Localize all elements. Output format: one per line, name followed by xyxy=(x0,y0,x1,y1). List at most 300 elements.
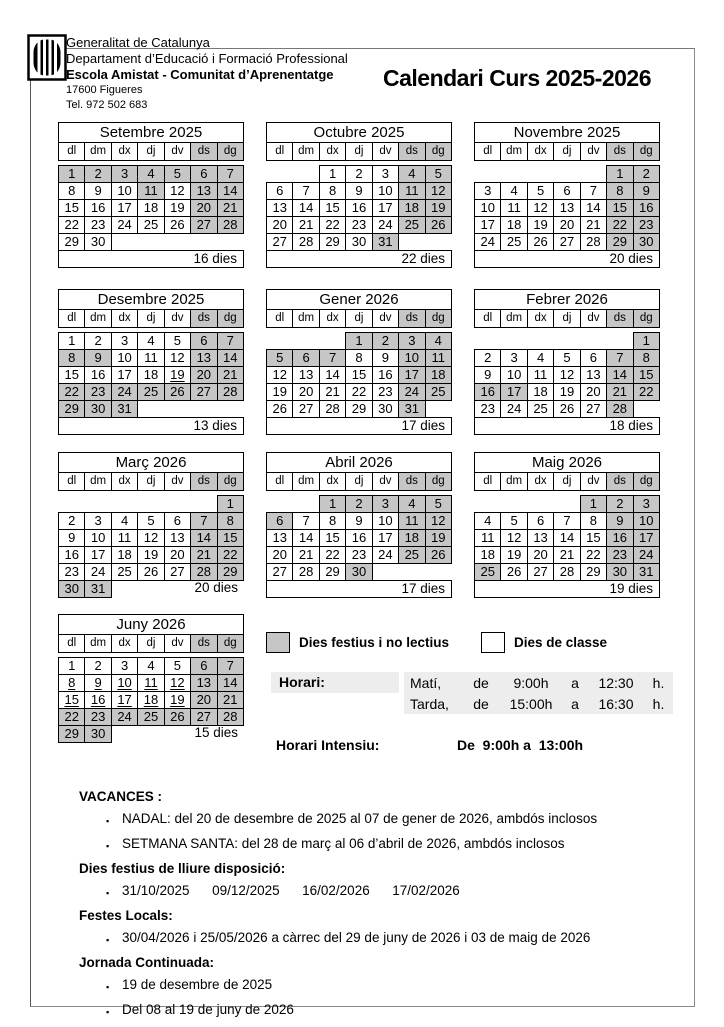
note-item-text: 19 de desembre de 2025 xyxy=(122,977,273,992)
day-cell: 2 xyxy=(606,495,633,513)
day-cell-empty xyxy=(266,495,293,513)
day-cell: 18 xyxy=(137,691,164,709)
bullet-icon: ▪ xyxy=(106,816,110,826)
day-cell: 21 xyxy=(319,383,346,401)
weekday-header: dx xyxy=(319,472,346,491)
day-cell-empty xyxy=(527,332,554,350)
week-row xyxy=(474,199,660,217)
day-cell: 23 xyxy=(633,216,660,234)
day-cell: 27 xyxy=(266,563,293,581)
weekday-header: dg xyxy=(425,309,452,328)
bullet-icon: ▪ xyxy=(106,982,110,992)
day-cell: 12 xyxy=(164,182,191,200)
note-heading: VACANCES : xyxy=(79,789,163,804)
day-cell: 28 xyxy=(217,383,244,401)
schedule-row xyxy=(404,693,673,714)
weekday-header: dm xyxy=(292,142,319,161)
day-cell: 20 xyxy=(553,216,580,234)
weekday-header-row xyxy=(58,634,244,653)
day-cell: 19 xyxy=(266,383,293,401)
week-row xyxy=(266,366,452,384)
day-cell: 29 xyxy=(58,400,85,418)
day-cell: 7 xyxy=(606,349,633,367)
weekday-header: dj xyxy=(553,472,580,491)
weekday-header: dx xyxy=(527,142,554,161)
day-cell: 17 xyxy=(500,383,527,401)
schedule-cell: Tarda, xyxy=(410,695,449,712)
weekday-header-row xyxy=(266,472,452,491)
day-cell-empty xyxy=(500,165,527,183)
weekday-header: dm xyxy=(84,472,111,491)
day-cell: 15 xyxy=(319,199,346,217)
day-cell: 7 xyxy=(553,512,580,530)
day-cell: 10 xyxy=(111,674,138,692)
day-cell: 1 xyxy=(217,495,244,513)
note-item-text: 30/04/2026 i 25/05/2026 a càrrec del 29 de juny de 2026 i 03 de maig de 2026 xyxy=(122,930,591,945)
weekday-header: dg xyxy=(425,142,452,161)
week-row xyxy=(58,366,244,384)
weekday-header: dl xyxy=(58,472,85,491)
note-item xyxy=(79,811,679,829)
day-cell: 7 xyxy=(217,165,244,183)
day-cell: 10 xyxy=(84,529,111,547)
weekday-header: dj xyxy=(345,142,372,161)
day-cell: 3 xyxy=(500,349,527,367)
day-cell: 19 xyxy=(137,546,164,564)
day-cell: 25 xyxy=(474,563,501,581)
day-cell: 31 xyxy=(84,580,111,598)
day-cell: 25 xyxy=(398,216,425,234)
day-cell-empty xyxy=(217,400,244,418)
week-row xyxy=(58,233,244,251)
day-cell: 30 xyxy=(84,233,111,251)
day-cell: 9 xyxy=(474,366,501,384)
weekday-header: ds xyxy=(190,472,217,491)
week-row xyxy=(266,400,452,418)
day-cell-empty xyxy=(474,165,501,183)
day-cell-empty xyxy=(58,495,85,513)
day-cell: 3 xyxy=(111,657,138,675)
day-cell: 14 xyxy=(190,529,217,547)
month-calendar xyxy=(266,289,452,435)
day-cell: 22 xyxy=(319,546,346,564)
day-cell: 5 xyxy=(425,165,452,183)
weekday-header: ds xyxy=(606,472,633,491)
day-cell: 18 xyxy=(500,216,527,234)
day-cell: 27 xyxy=(553,233,580,251)
week-row xyxy=(58,580,244,598)
note-item xyxy=(79,836,679,854)
day-cell: 29 xyxy=(319,233,346,251)
day-cell: 14 xyxy=(319,366,346,384)
day-cell: 29 xyxy=(217,563,244,581)
day-cell: 27 xyxy=(190,383,217,401)
day-cell-empty xyxy=(190,400,217,418)
month-title: Maig 2026 xyxy=(474,452,660,473)
month-title: Desembre 2025 xyxy=(58,289,244,310)
day-cell: 29 xyxy=(606,233,633,251)
day-cell: 3 xyxy=(474,182,501,200)
day-cell: 1 xyxy=(580,495,607,513)
week-row xyxy=(266,199,452,217)
day-cell: 9 xyxy=(84,349,111,367)
day-cell: 19 xyxy=(164,366,191,384)
day-cell: 9 xyxy=(84,182,111,200)
day-cell: 18 xyxy=(137,199,164,217)
week-row xyxy=(266,233,452,251)
school-postal: 17600 Figueres xyxy=(66,84,143,96)
day-cell: 23 xyxy=(372,383,399,401)
day-cell: 17 xyxy=(84,546,111,564)
day-cell: 29 xyxy=(580,563,607,581)
day-cell: 17 xyxy=(111,199,138,217)
day-cell: 13 xyxy=(190,674,217,692)
schedule-cell: 9:00h xyxy=(513,674,549,691)
day-cell: 12 xyxy=(425,512,452,530)
month-title: Octubre 2025 xyxy=(266,122,452,143)
note-item xyxy=(79,977,679,995)
note-heading: Festes Locals: xyxy=(79,908,173,923)
weekday-header: dl xyxy=(58,634,85,653)
day-cell: 17 xyxy=(474,216,501,234)
day-cell-empty xyxy=(137,233,164,251)
dies-count: 17 dies xyxy=(266,417,452,435)
day-cell: 20 xyxy=(266,546,293,564)
day-cell: 15 xyxy=(217,529,244,547)
day-cell: 17 xyxy=(372,529,399,547)
day-cell: 20 xyxy=(292,383,319,401)
day-cell: 23 xyxy=(474,400,501,418)
day-cell: 6 xyxy=(190,657,217,675)
weekday-header: ds xyxy=(190,309,217,328)
month-calendar xyxy=(266,452,452,598)
weekday-header: dl xyxy=(474,309,501,328)
day-cell: 27 xyxy=(292,400,319,418)
day-cell: 17 xyxy=(398,366,425,384)
bullet-icon: ▪ xyxy=(106,935,110,945)
dies-row xyxy=(266,417,452,435)
day-cell: 11 xyxy=(500,199,527,217)
month-calendar xyxy=(474,122,660,268)
day-cell-empty xyxy=(527,495,554,513)
week-row xyxy=(58,512,244,530)
week-row xyxy=(266,495,452,513)
day-cell: 11 xyxy=(137,349,164,367)
day-cell: 30 xyxy=(345,233,372,251)
day-cell: 20 xyxy=(190,366,217,384)
weekday-header: dv xyxy=(164,472,191,491)
weekday-header: dx xyxy=(527,309,554,328)
weekday-header: dg xyxy=(633,309,660,328)
weekday-header: ds xyxy=(398,472,425,491)
day-cell: 5 xyxy=(137,512,164,530)
day-cell: 10 xyxy=(398,349,425,367)
month-calendar xyxy=(474,289,660,435)
day-cell: 2 xyxy=(372,332,399,350)
note-heading: Dies festius de lliure disposició: xyxy=(79,861,286,876)
note-item-text: 31/10/2025 09/12/2025 16/02/2026 17/02/2026 xyxy=(122,883,460,898)
day-cell: 20 xyxy=(580,383,607,401)
dies-row xyxy=(266,250,452,268)
day-cell: 28 xyxy=(292,233,319,251)
week-row xyxy=(266,182,452,200)
day-cell: 9 xyxy=(372,349,399,367)
day-cell: 22 xyxy=(345,383,372,401)
day-cell: 12 xyxy=(553,366,580,384)
weekday-header: dg xyxy=(217,142,244,161)
day-cell: 2 xyxy=(84,332,111,350)
dies-row xyxy=(474,250,660,268)
day-cell: 8 xyxy=(345,349,372,367)
day-cell: 24 xyxy=(372,546,399,564)
weekday-header: dl xyxy=(58,142,85,161)
week-row xyxy=(58,383,244,401)
day-cell: 21 xyxy=(217,199,244,217)
weekday-header: dx xyxy=(319,142,346,161)
day-cell: 30 xyxy=(372,400,399,418)
weekday-header: dv xyxy=(372,309,399,328)
day-cell: 3 xyxy=(372,495,399,513)
schedule-cell: a xyxy=(571,674,579,691)
week-row xyxy=(474,216,660,234)
schedule-cell: 12:30 xyxy=(598,674,634,691)
generalitat-logo-icon xyxy=(27,34,67,86)
day-cell: 31 xyxy=(372,233,399,251)
weekday-header: dm xyxy=(292,309,319,328)
weekday-header: dj xyxy=(553,142,580,161)
day-cell: 25 xyxy=(111,563,138,581)
day-cell: 16 xyxy=(345,529,372,547)
organization-block xyxy=(66,35,348,113)
week-row xyxy=(266,546,452,564)
bullet-icon: ▪ xyxy=(106,888,110,898)
page-title: Calendari Curs 2025-2026 xyxy=(383,65,651,91)
day-cell: 5 xyxy=(266,349,293,367)
weekday-header: dg xyxy=(425,472,452,491)
day-cell: 9 xyxy=(58,529,85,547)
day-cell: 27 xyxy=(527,563,554,581)
day-cell: 16 xyxy=(606,529,633,547)
week-row xyxy=(474,495,660,513)
note-item-text: SETMANA SANTA: del 28 de març al 06 d’abril de 2026, ambdós inclosos xyxy=(122,836,565,851)
day-cell: 11 xyxy=(425,349,452,367)
week-row xyxy=(58,725,244,743)
day-cell: 14 xyxy=(292,199,319,217)
weekday-header: dj xyxy=(345,472,372,491)
day-cell: 4 xyxy=(398,495,425,513)
weekday-header: ds xyxy=(606,142,633,161)
day-cell: 29 xyxy=(345,400,372,418)
week-row xyxy=(474,546,660,564)
weekday-header: dv xyxy=(164,634,191,653)
week-row xyxy=(266,216,452,234)
day-cell: 22 xyxy=(580,546,607,564)
week-row xyxy=(266,349,452,367)
week-row xyxy=(58,332,244,350)
weekday-header: ds xyxy=(190,634,217,653)
day-cell: 30 xyxy=(345,563,372,581)
note-item xyxy=(79,930,679,948)
week-row xyxy=(266,512,452,530)
day-cell: 18 xyxy=(137,366,164,384)
weekday-header: dg xyxy=(217,472,244,491)
week-row xyxy=(474,563,660,581)
intensive-schedule-label: Horari Intensiu: xyxy=(276,737,380,753)
school-phone: Tel. 972 502 683 xyxy=(66,99,148,111)
day-cell-empty xyxy=(580,165,607,183)
weekday-header: dg xyxy=(217,309,244,328)
week-row xyxy=(58,674,244,692)
day-cell: 4 xyxy=(137,165,164,183)
month-calendar xyxy=(58,452,244,598)
month-calendar xyxy=(58,122,244,268)
day-cell: 11 xyxy=(474,529,501,547)
note-item xyxy=(79,883,679,901)
day-cell: 2 xyxy=(345,165,372,183)
day-cell: 24 xyxy=(84,563,111,581)
day-cell: 14 xyxy=(217,349,244,367)
day-cell: 6 xyxy=(553,182,580,200)
day-cell: 18 xyxy=(425,366,452,384)
dies-count: 19 dies xyxy=(474,580,660,598)
weekday-header-row xyxy=(474,142,660,161)
day-cell: 7 xyxy=(292,182,319,200)
day-cell: 12 xyxy=(164,674,191,692)
day-cell: 18 xyxy=(398,199,425,217)
day-cell-empty xyxy=(217,233,244,251)
day-cell: 15 xyxy=(58,691,85,709)
day-cell: 21 xyxy=(190,546,217,564)
day-cell: 12 xyxy=(266,366,293,384)
schedule-cell: h. xyxy=(652,695,665,712)
schedule-row xyxy=(404,672,673,693)
day-cell-empty xyxy=(474,332,501,350)
weekday-header: dj xyxy=(137,309,164,328)
day-cell: 19 xyxy=(164,199,191,217)
dies-count: 20 dies xyxy=(474,250,660,268)
weekday-header: dl xyxy=(474,472,501,491)
week-row xyxy=(58,165,244,183)
day-cell: 26 xyxy=(137,563,164,581)
day-cell: 8 xyxy=(580,512,607,530)
day-cell-empty xyxy=(553,495,580,513)
day-cell-empty xyxy=(164,495,191,513)
day-cell: 27 xyxy=(190,708,217,726)
day-cell: 3 xyxy=(372,165,399,183)
notes-section xyxy=(79,785,679,1027)
day-cell: 2 xyxy=(84,165,111,183)
day-cell: 16 xyxy=(84,366,111,384)
month-title: Juny 2026 xyxy=(58,614,244,635)
day-cell: 24 xyxy=(633,546,660,564)
week-row xyxy=(58,182,244,200)
day-cell: 27 xyxy=(266,233,293,251)
day-cell: 26 xyxy=(164,708,191,726)
day-cell: 11 xyxy=(398,182,425,200)
month-calendar xyxy=(266,122,452,268)
legend-festius-label: Dies festius i no lectius xyxy=(299,635,450,650)
weekday-header-row xyxy=(58,309,244,328)
day-cell: 21 xyxy=(292,216,319,234)
day-cell-empty xyxy=(425,233,452,251)
dies-count: 15 dies xyxy=(194,725,238,740)
schedule-cell: 16:30 xyxy=(598,695,634,712)
day-cell: 26 xyxy=(553,400,580,418)
day-cell-empty xyxy=(500,495,527,513)
weekday-header: dv xyxy=(580,309,607,328)
day-cell: 30 xyxy=(58,580,85,598)
day-cell: 12 xyxy=(137,529,164,547)
day-cell: 26 xyxy=(164,383,191,401)
dies-count: 22 dies xyxy=(266,250,452,268)
day-cell: 5 xyxy=(527,182,554,200)
day-cell: 27 xyxy=(580,400,607,418)
day-cell: 7 xyxy=(580,182,607,200)
dies-count: 18 dies xyxy=(474,417,660,435)
week-row xyxy=(474,529,660,547)
day-cell: 23 xyxy=(606,546,633,564)
day-cell-empty xyxy=(190,495,217,513)
day-cell: 8 xyxy=(633,349,660,367)
day-cell: 31 xyxy=(111,400,138,418)
day-cell: 14 xyxy=(553,529,580,547)
day-cell: 25 xyxy=(425,383,452,401)
day-cell: 22 xyxy=(58,383,85,401)
day-cell: 13 xyxy=(266,199,293,217)
day-cell: 1 xyxy=(319,495,346,513)
day-cell: 20 xyxy=(527,546,554,564)
day-cell: 17 xyxy=(372,199,399,217)
weekday-header-row xyxy=(266,142,452,161)
day-cell: 17 xyxy=(111,366,138,384)
day-cell: 20 xyxy=(190,691,217,709)
day-cell: 26 xyxy=(425,216,452,234)
schedule-block xyxy=(271,672,673,714)
weekday-header: dv xyxy=(580,472,607,491)
day-cell: 10 xyxy=(372,512,399,530)
weekday-header: dm xyxy=(292,472,319,491)
day-cell-empty xyxy=(292,332,319,350)
weekday-header-row xyxy=(266,309,452,328)
day-cell: 11 xyxy=(527,366,554,384)
schedule-cell: de xyxy=(473,695,489,712)
day-cell: 15 xyxy=(606,199,633,217)
day-cell: 8 xyxy=(58,674,85,692)
day-cell-empty xyxy=(500,332,527,350)
day-cell: 15 xyxy=(58,199,85,217)
dies-row xyxy=(58,250,244,268)
weekday-header: dv xyxy=(164,309,191,328)
day-cell: 9 xyxy=(84,674,111,692)
org-name: Generalitat de Catalunya xyxy=(66,35,210,50)
dies-count: 17 dies xyxy=(266,580,452,598)
day-cell: 12 xyxy=(527,199,554,217)
note-item-text: NADAL: del 20 de desembre de 2025 al 07 de gener de 2026, ambdós inclosos xyxy=(122,811,598,826)
day-cell: 15 xyxy=(345,366,372,384)
day-cell: 16 xyxy=(633,199,660,217)
week-row xyxy=(474,332,660,350)
day-cell: 24 xyxy=(474,233,501,251)
dies-row xyxy=(474,417,660,435)
schedule-cell: h. xyxy=(652,674,665,691)
day-cell: 3 xyxy=(111,332,138,350)
day-cell: 4 xyxy=(137,657,164,675)
weekday-header: dv xyxy=(372,142,399,161)
weekday-header: dm xyxy=(84,142,111,161)
week-row xyxy=(58,216,244,234)
schedule-label: Horari: xyxy=(271,672,399,693)
day-cell-empty xyxy=(633,400,660,418)
